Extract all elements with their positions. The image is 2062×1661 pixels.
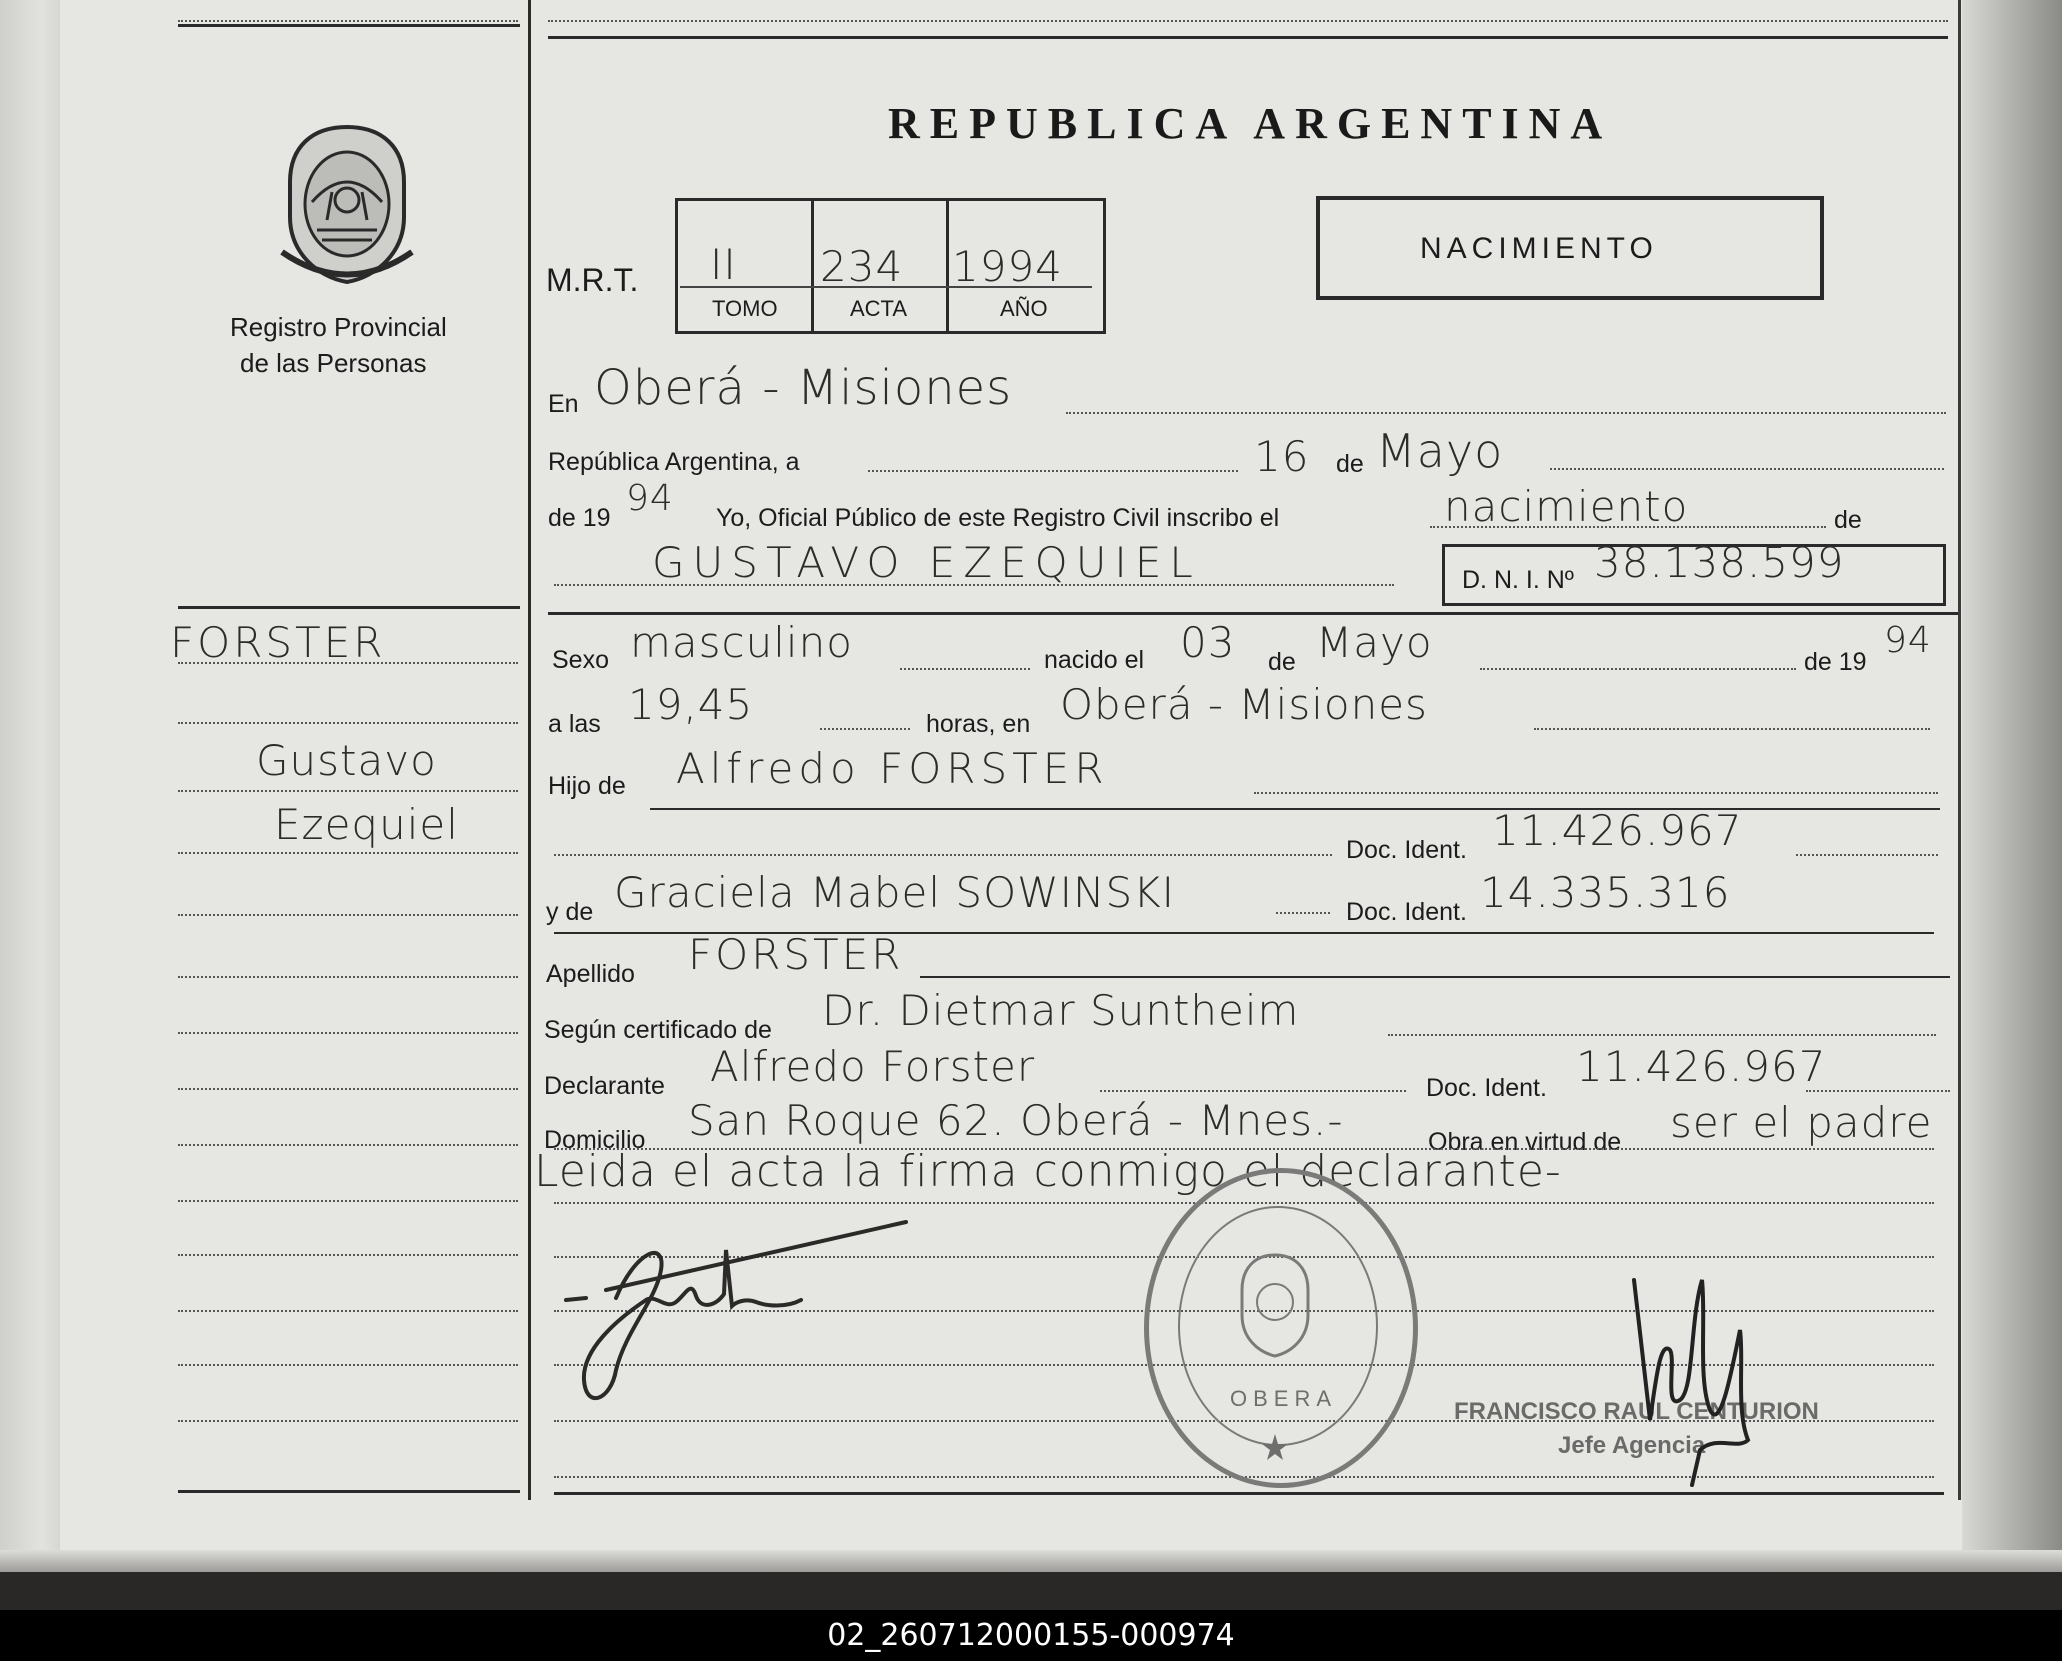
- dni-label: D. N. I. Nº: [1462, 566, 1574, 594]
- page-left-edge: [0, 0, 60, 1572]
- time-value: 19,45: [628, 680, 754, 729]
- margin-given-name-2: Ezequiel: [274, 800, 459, 849]
- yde-label: y de: [546, 898, 594, 926]
- alas-label: a las: [548, 710, 601, 738]
- child-name: GUSTAVO EZEQUIEL: [652, 538, 1201, 587]
- inscribo-dotted-line: [1430, 526, 1826, 528]
- page-bottom-shadow: [0, 1550, 2062, 1572]
- seal-emblem-icon: [1230, 1250, 1320, 1360]
- body-bottom-rule: [554, 1492, 1944, 1495]
- closing-text: Leida el acta la firma conmigo el declarante-: [534, 1146, 1562, 1197]
- father-doc-label: Doc. Ident.: [1346, 836, 1467, 864]
- margin-dotted-6: [178, 976, 518, 978]
- father-doc-end-dotted-line: [1796, 854, 1938, 856]
- anio-label: AÑO: [1000, 296, 1048, 321]
- domicilio-label: Domicilio: [544, 1126, 646, 1154]
- en-label: En: [548, 390, 579, 418]
- de-end-label: de: [1834, 506, 1862, 534]
- margin-dotted-5: [178, 914, 518, 916]
- sexo-value: masculino: [630, 618, 853, 667]
- margin-dotted-11: [178, 1254, 518, 1256]
- month-value: Mayo: [1376, 424, 1504, 478]
- right-section-rule: [548, 612, 1958, 615]
- reference-divider-2: [946, 198, 949, 331]
- left-section-rule: [178, 606, 520, 609]
- father-dotted-line: [1254, 792, 1938, 794]
- tomo-value: II: [710, 240, 737, 289]
- margin-dotted-1: [178, 662, 518, 664]
- registry-name-line1: Registro Provincial: [230, 312, 447, 342]
- scan-id-caption: 02_260712000155-000974: [0, 1610, 2062, 1661]
- seal-bottom-text: OBERA: [1230, 1386, 1338, 1411]
- declarante-doc: 11.426.967: [1576, 1042, 1827, 1091]
- republica-dotted-line: [868, 470, 1238, 472]
- year-suffix: 94: [626, 478, 674, 519]
- registry-name-line2: de las Personas: [240, 348, 427, 378]
- reference-value-rule: [680, 286, 1092, 288]
- sexo-label: Sexo: [552, 646, 609, 674]
- apellido-rule: [920, 976, 1950, 978]
- month-dotted-line: [1550, 468, 1944, 470]
- father-doc-dotted-line: [554, 854, 1332, 856]
- left-bottom-rule: [178, 1490, 520, 1493]
- mother-dotted-line: [1276, 912, 1330, 914]
- child-name-dotted-line: [554, 584, 1394, 586]
- top-right-rule: [548, 36, 1948, 39]
- segun-dotted-line: [1388, 1034, 1936, 1036]
- margin-dotted-2: [178, 722, 518, 724]
- segun-label: Según certificado de: [544, 1016, 772, 1044]
- official-signature-icon: [1620, 1260, 1770, 1490]
- day-value: 16: [1254, 432, 1310, 481]
- misiones-emblem-icon: [272, 122, 422, 287]
- official-name: FRANCISCO RAUL CENTURION: [1454, 1398, 1819, 1425]
- sexo-dotted-line: [900, 668, 1030, 670]
- tomo-label: TOMO: [712, 296, 778, 321]
- anio-value: 1994: [952, 242, 1063, 291]
- declarante-value: Alfredo Forster: [710, 1042, 1036, 1091]
- apellido-value: FORSTER: [688, 930, 904, 979]
- en-dotted-line: [1066, 412, 1946, 414]
- reference-prefix: M.R.T.: [546, 262, 639, 298]
- obra-label: Obra en virtud de: [1428, 1128, 1622, 1156]
- page-right-edge: [1962, 0, 2062, 1572]
- reference-divider-1: [811, 198, 814, 331]
- time-dotted-line: [820, 728, 910, 730]
- top-left-rule: [178, 24, 520, 27]
- declarante-dotted-line: [1100, 1090, 1406, 1092]
- nacido-label: nacido el: [1044, 646, 1145, 674]
- horas-label: horas, en: [926, 710, 1031, 738]
- father-name: Alfredo FORSTER: [676, 744, 1109, 793]
- mother-name: Graciela Mabel SOWINSKI: [614, 868, 1176, 917]
- declarant-signature-icon: [556, 1210, 916, 1420]
- birth-month-dotted-line: [1480, 668, 1796, 670]
- obra-value: ser el padre: [1670, 1098, 1933, 1147]
- inscribo-value: nacimiento: [1444, 482, 1689, 531]
- birth-year-suffix: 94: [1884, 620, 1932, 661]
- father-rule: [650, 808, 1940, 810]
- de19-label: de 19: [548, 504, 611, 532]
- top-right-dotted-line: [548, 20, 1948, 22]
- acta-label: ACTA: [850, 296, 908, 321]
- right-border: [1958, 0, 1961, 1500]
- birth-de-label: de: [1268, 648, 1296, 676]
- birth-month: Mayo: [1316, 618, 1433, 667]
- apellido-label: Apellido: [546, 960, 635, 988]
- top-left-dotted-line: [178, 20, 518, 22]
- margin-dotted-13: [178, 1364, 518, 1366]
- margin-dotted-8: [178, 1088, 518, 1090]
- birth-de19-label: de 19: [1804, 648, 1867, 676]
- margin-dotted-7: [178, 1032, 518, 1034]
- margin-dotted-14: [178, 1420, 518, 1422]
- yo-label: Yo, Oficial Público de este Registro Civil inscribo el: [716, 504, 1280, 532]
- declarante-doc-label: Doc. Ident.: [1426, 1074, 1547, 1102]
- country-title: REPUBLICA ARGENTINA: [888, 99, 1613, 148]
- en-value: Oberá - Misiones: [594, 360, 1013, 416]
- margin-dotted-10: [178, 1200, 518, 1202]
- birth-day: 03: [1180, 618, 1236, 667]
- column-divider: [528, 0, 531, 1500]
- margin-given-name-1: Gustavo: [256, 736, 437, 785]
- dni-value: 38.138.599: [1594, 538, 1845, 587]
- margin-dotted-9: [178, 1144, 518, 1146]
- mother-doc: 14.335.316: [1480, 868, 1731, 917]
- margin-dotted-3: [178, 790, 518, 792]
- margin-surname: FORSTER: [170, 618, 386, 667]
- mother-doc-label: Doc. Ident.: [1346, 898, 1467, 926]
- birth-place-dotted-line: [1534, 728, 1930, 730]
- declarante-doc-end-dotted-line: [1806, 1090, 1950, 1092]
- seal-star-icon: [1260, 1432, 1290, 1462]
- margin-dotted-12: [178, 1310, 518, 1312]
- birth-place: Oberá - Misiones: [1060, 680, 1428, 729]
- record-type: NACIMIENTO: [1420, 232, 1658, 265]
- margin-dotted-4: [178, 852, 518, 854]
- hijo-label: Hijo de: [548, 772, 626, 800]
- official-title: Jefe Agencia: [1558, 1432, 1706, 1459]
- republica-label: República Argentina, a: [548, 448, 800, 476]
- de-label: de: [1336, 450, 1364, 478]
- declarante-label: Declarante: [544, 1072, 665, 1100]
- acta-value: 234: [820, 242, 904, 291]
- segun-value: Dr. Dietmar Suntheim: [822, 986, 1300, 1035]
- domicilio-value: San Roque 62. Oberá - Mnes.-: [688, 1096, 1344, 1145]
- father-doc: 11.426.967: [1492, 806, 1743, 855]
